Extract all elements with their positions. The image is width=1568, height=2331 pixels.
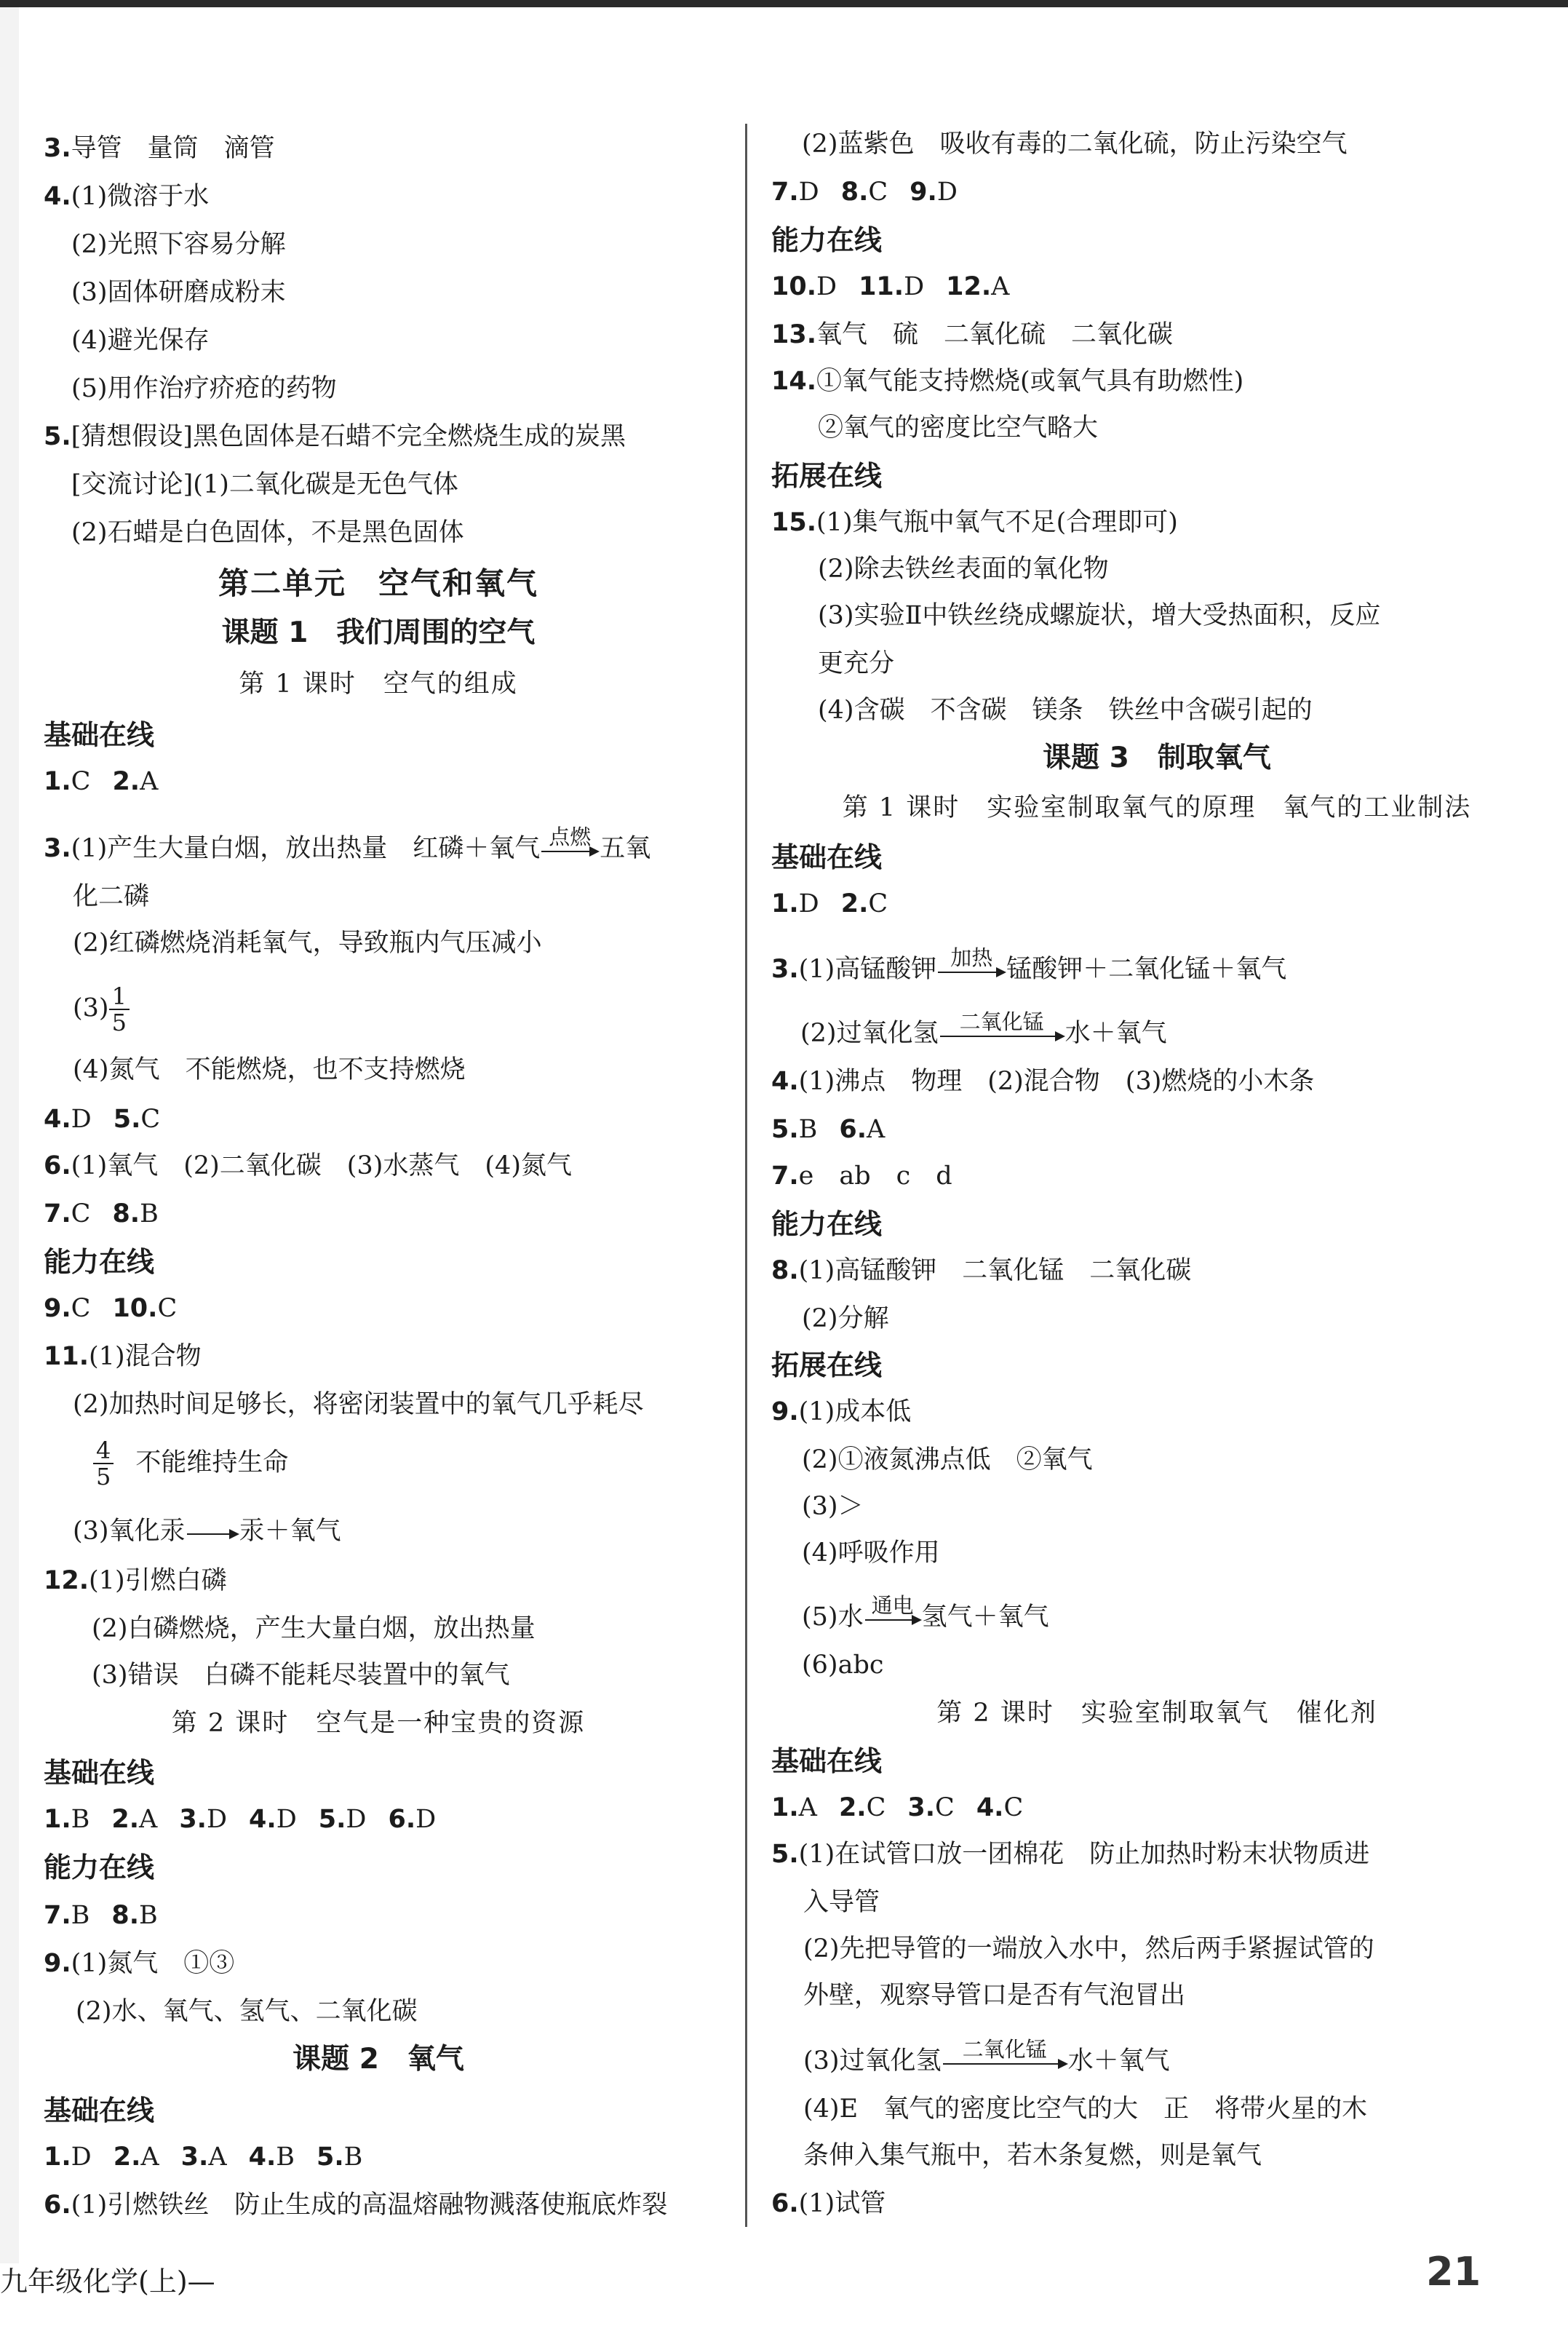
section-heading: 基础在线 xyxy=(44,1757,155,1789)
answer-value: D xyxy=(904,272,925,301)
answer-value: A xyxy=(208,2143,227,2172)
reaction-arrow xyxy=(187,1530,238,1535)
answer-line xyxy=(771,176,958,208)
question-number: 10. xyxy=(771,272,817,301)
answer-line: (3) $\frac{1}{5}$ xyxy=(73,984,130,1042)
topic-title: 课题 3 制取氧气 xyxy=(1043,742,1271,774)
answer-line: (2)白磷燃烧，产生大量白烟，放出热量 xyxy=(92,1614,536,1643)
answer-line: $\frac{4}{5}$ 不能维持生命 xyxy=(93,1438,288,1496)
fraction: $\frac{4}{5}$ xyxy=(93,1438,114,1489)
answer-line: (4)氮气 不能燃烧，也不支持燃烧 xyxy=(73,1055,466,1084)
answer-line: 6.(1)氧气 (2)二氧化碳 (3)水蒸气 (4)氮气 xyxy=(44,1151,572,1180)
answer-line: 7.B 8.B xyxy=(44,1901,158,1930)
answer-value: C xyxy=(1003,1793,1024,1822)
answer-value: C xyxy=(935,1793,955,1822)
question-number: 4. xyxy=(249,1805,276,1834)
answer-value: A xyxy=(798,1793,817,1822)
question-number: 1. xyxy=(771,1793,799,1822)
equation-line: 3.(1)高锰酸钾 加热 锰酸钾＋二氧化锰＋氧气 xyxy=(771,945,1287,984)
answer-line: 3.导管 量筒 滴管 xyxy=(44,134,275,163)
answer-line: (3)实验Ⅱ中铁丝绕成螺旋状，增大受热面积，反应 xyxy=(818,601,1381,630)
section-heading: 基础在线 xyxy=(771,1745,883,1777)
answer-line: 6.(1)引燃铁丝 防止生成的高温熔融物溅落使瓶底炸裂 xyxy=(44,2191,668,2220)
answer-value: D xyxy=(346,1805,367,1834)
equation-line: (2)过氧化氢 二氧化锰 水＋氧气 xyxy=(800,1009,1167,1048)
question-number: 4. xyxy=(976,1793,1004,1822)
answer-line: (5)用作治疗疥疮的药物 xyxy=(71,374,337,403)
reaction-arrow: 点燃 xyxy=(541,848,598,852)
column-divider xyxy=(745,124,747,2227)
section-heading: 基础在线 xyxy=(44,719,155,751)
answer-line: (2)蓝紫色 吸收有毒的二氧化硫，防止污染空气 xyxy=(802,130,1348,159)
answer-value: B xyxy=(276,2143,295,2172)
answer-line: (2)红磷燃烧消耗氧气，导致瓶内气压减小 xyxy=(73,929,542,958)
question-number: 2. xyxy=(111,1805,140,1834)
answer-line: 5.(1)在试管口放一团棉花 防止加热时粉末状物质进 xyxy=(771,1840,1370,1869)
answer-line xyxy=(44,2141,362,2173)
question-number: 2. xyxy=(838,1793,867,1822)
question-number: 7. xyxy=(771,178,799,207)
answer-line: (2)石蜡是白色固体，不是黑色固体 xyxy=(71,518,464,547)
answer-line: 9.(1)氮气 ①③ xyxy=(44,1949,235,1978)
section-heading: 拓展在线 xyxy=(771,460,883,492)
section-heading: 能力在线 xyxy=(771,224,883,256)
topic-title: 课题 2 氧气 xyxy=(292,2043,464,2076)
answer-value: D xyxy=(206,1805,228,1834)
footer-book-title: 九年级化学(上)— xyxy=(0,2266,215,2298)
answer-line: 7.C 8.B xyxy=(44,1199,159,1228)
answer-line: (3)错误 白磷不能耗尽装置中的氧气 xyxy=(92,1661,510,1690)
reaction-arrow: 加热 xyxy=(938,969,1005,973)
answer-line: 9.(1)成本低 xyxy=(771,1397,912,1426)
answer-line: 外壁，观察导管口是否有气泡冒出 xyxy=(803,1981,1186,2010)
section-heading: 能力在线 xyxy=(44,1851,155,1883)
answer-line: (4)呼吸作用 xyxy=(802,1538,940,1568)
answer-line: 1.D 2.C xyxy=(771,889,888,918)
answer-value: A xyxy=(991,272,1010,301)
question-number: 6. xyxy=(388,1805,416,1834)
page-number: 21 xyxy=(1426,2249,1481,2295)
answer-line: (3)固体研磨成粉末 xyxy=(71,278,286,307)
reaction-arrow: 通电 xyxy=(865,1616,920,1621)
answer-line: ②氧气的密度比空气略大 xyxy=(818,413,1099,442)
question-number: 8. xyxy=(840,178,869,207)
question-number: 5. xyxy=(318,1805,346,1834)
answer-line: 15.(1)集气瓶中氧气不足(合理即可) xyxy=(771,508,1178,537)
answer-line: 4.(1)微溶于水 xyxy=(44,182,210,211)
lesson-title: 第 1 课时 空气的组成 xyxy=(239,670,518,699)
question-number: 1. xyxy=(44,2143,71,2172)
binding-edge xyxy=(0,7,19,2263)
answer-line: (3)＞ xyxy=(802,1492,864,1521)
answer-value: C xyxy=(868,178,888,207)
answer-line: (2)先把导管的一端放入水中，然后两手紧握试管的 xyxy=(803,1934,1374,1963)
answer-value: D xyxy=(936,178,958,207)
answer-line: (4)避光保存 xyxy=(71,326,210,355)
answer-line: 6.(1)试管 xyxy=(771,2189,886,2218)
reaction-arrow: 二氧化锰 xyxy=(940,1033,1064,1037)
answer-line: 更充分 xyxy=(818,649,895,678)
answer-line: 5.[猜想假设]黑色固体是石蜡不完全燃烧生成的炭黑 xyxy=(44,422,626,451)
question-number: 1. xyxy=(44,1805,71,1834)
answer-line: (4)含碳 不含碳 镁条 铁丝中含碳引起的 xyxy=(818,696,1313,725)
lesson-title: 第 2 课时 实验室制取氧气 催化剂 xyxy=(936,1699,1377,1728)
top-edge xyxy=(0,0,1568,7)
answer-line: 11.(1)混合物 xyxy=(44,1342,202,1371)
question-number: 3. xyxy=(907,1793,936,1822)
equation-line: (3)氧化汞 汞＋氧气 xyxy=(73,1517,341,1546)
question-number: 4. xyxy=(248,2143,276,2172)
question-number: 3. xyxy=(179,1805,207,1834)
answer-line: 9.C 10.C xyxy=(44,1294,178,1323)
answer-value: C xyxy=(866,1793,886,1822)
answer-line: (2)除去铁丝表面的氧化物 xyxy=(818,555,1109,584)
answer-line: (2)①液氮沸点低 ②氧气 xyxy=(802,1445,1093,1474)
answer-value: B xyxy=(343,2143,363,2172)
section-heading: 拓展在线 xyxy=(771,1349,883,1381)
answer-line: [交流讨论](1)二氧化碳是无色气体 xyxy=(71,470,458,499)
answer-line xyxy=(44,1803,436,1835)
fraction: $\frac{1}{5}$ xyxy=(109,984,130,1035)
answer-line: 12.(1)引燃白磷 xyxy=(44,1566,227,1595)
answer-line: (4)E 氧气的密度比空气的大 正 将带火星的木 xyxy=(803,2094,1368,2124)
answer-value: D xyxy=(415,1805,437,1834)
answer-line: (2)光照下容易分解 xyxy=(71,230,286,259)
question-number: 9. xyxy=(910,178,937,207)
answer-line: 13.氧气 硫 二氧化硫 二氧化碳 xyxy=(771,320,1174,349)
answer-line: 化二磷 xyxy=(73,882,150,911)
answer-line: (2)水、氧气、氢气、二氧化碳 xyxy=(76,1997,418,2026)
answer-line: 8.(1)高锰酸钾 二氧化锰 二氧化碳 xyxy=(771,1256,1192,1285)
section-heading: 能力在线 xyxy=(771,1208,883,1240)
answer-value: D xyxy=(276,1805,297,1834)
answer-line: (2)加热时间足够长，将密闭装置中的氧气几乎耗尽 xyxy=(73,1390,644,1419)
answer-line: 7.e ab c d xyxy=(771,1161,952,1191)
equation-line: 3.(1)产生大量白烟，放出热量 红磷＋氧气 点燃 五氧 xyxy=(44,824,651,863)
answer-line: 1.C 2.A xyxy=(44,767,159,796)
answer-value: D xyxy=(798,178,819,207)
section-heading: 基础在线 xyxy=(771,841,883,873)
question-number: 11. xyxy=(859,272,904,301)
answer-line: 条伸入集气瓶中，若木条复燃，则是氧气 xyxy=(803,2141,1262,2170)
topic-title: 课题 1 我们周围的空气 xyxy=(221,616,536,649)
lesson-title: 第 2 课时 空气是一种宝贵的资源 xyxy=(171,1709,586,1738)
answer-line xyxy=(771,271,1009,303)
question-number: 3. xyxy=(180,2143,209,2172)
unit-title: 第二单元 空气和氧气 xyxy=(218,565,538,601)
equation-line: (5)水 通电 氢气＋氧气 xyxy=(802,1592,1049,1632)
answer-line: 4.D 5.C xyxy=(44,1105,161,1134)
answer-line: (2)分解 xyxy=(802,1304,889,1333)
answer-line: (6)abc xyxy=(802,1651,884,1680)
equation-line: (3)过氧化氢 二氧化锰 水＋氧气 xyxy=(803,2036,1170,2076)
answer-line: 入导管 xyxy=(803,1888,880,1917)
question-number: 5. xyxy=(316,2143,344,2172)
lesson-title: 第 1 课时 实验室制取氧气的原理 氧气的工业制法 xyxy=(842,793,1472,822)
question-number: 12. xyxy=(946,272,992,301)
answer-value: A xyxy=(139,1805,158,1834)
reaction-arrow: 二氧化锰 xyxy=(943,2060,1067,2065)
section-heading: 能力在线 xyxy=(44,1246,155,1278)
answer-value: D xyxy=(71,2143,92,2172)
answer-value: B xyxy=(71,1805,90,1834)
answer-line xyxy=(771,1792,1023,1824)
answer-line: 14.①氧气能支持燃烧(或氧气具有助燃性) xyxy=(771,367,1244,396)
answer-line: 5.B 6.A xyxy=(771,1115,886,1144)
answer-line: 4.(1)沸点 物理 (2)混合物 (3)燃烧的小木条 xyxy=(771,1067,1315,1096)
section-heading: 基础在线 xyxy=(44,2094,155,2127)
answer-value: D xyxy=(816,272,837,301)
question-number: 2. xyxy=(113,2143,141,2172)
answer-value: A xyxy=(140,2143,159,2172)
